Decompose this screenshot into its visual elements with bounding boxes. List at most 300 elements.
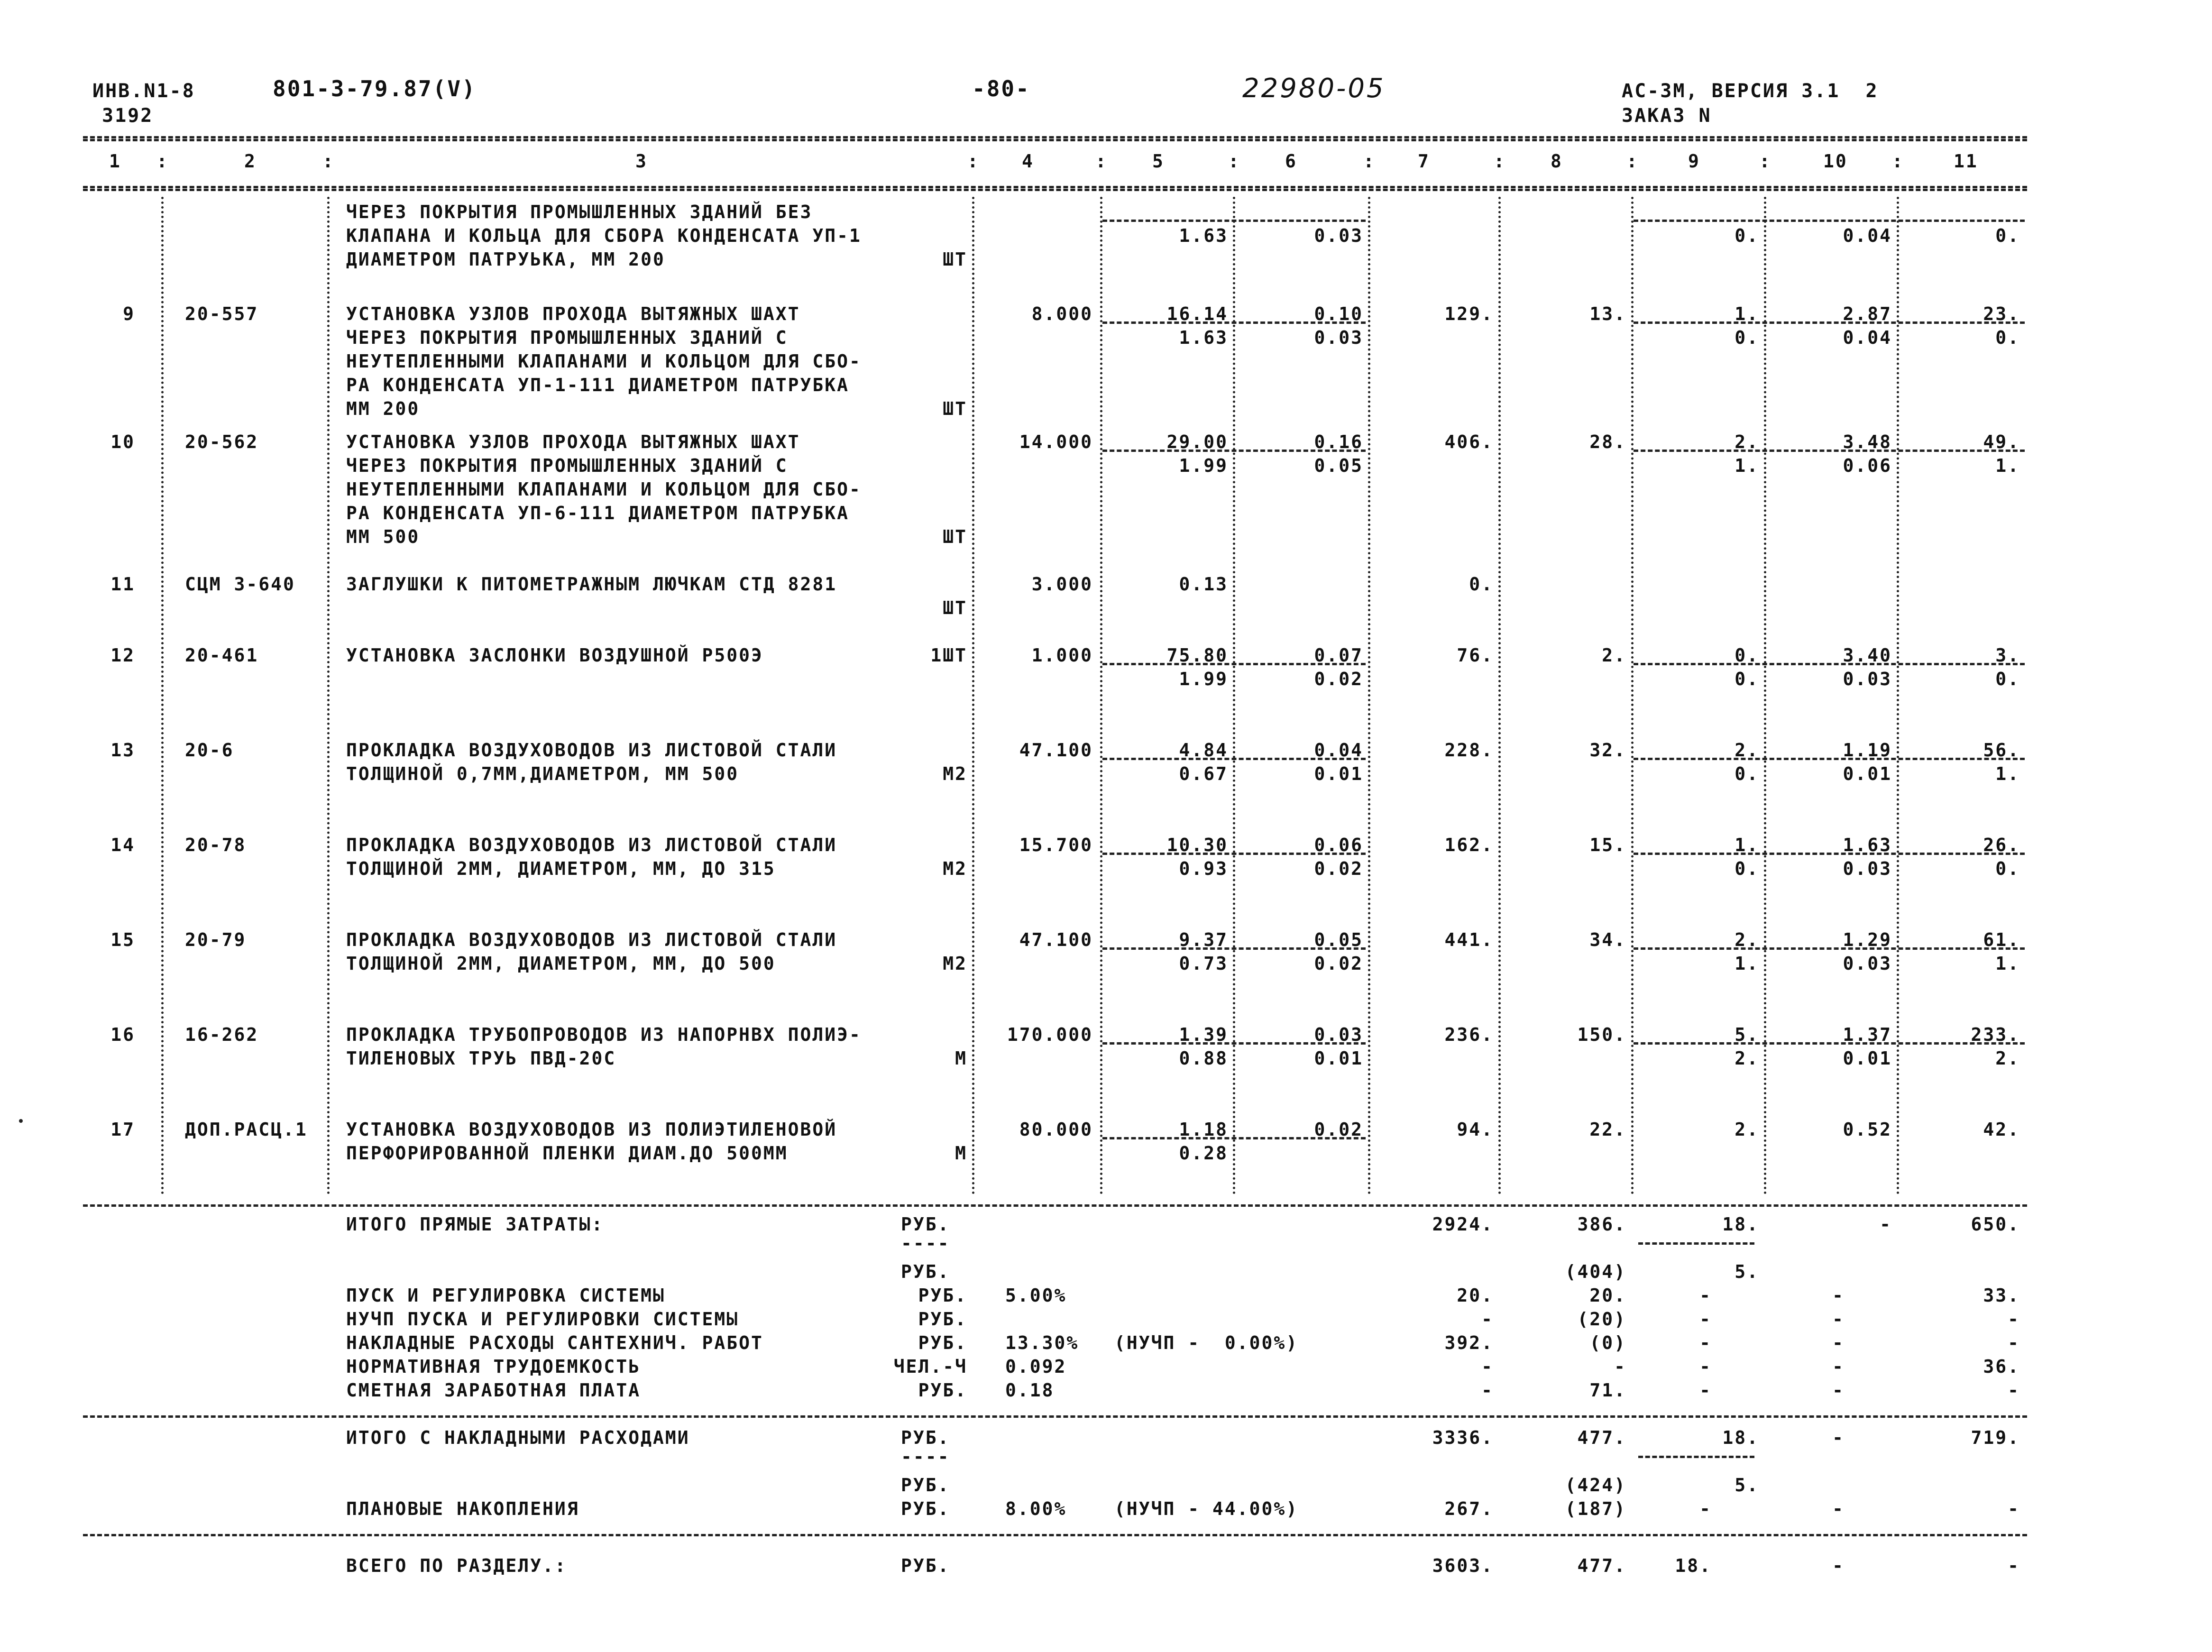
- cost-value-c7: 129.: [1444, 303, 1494, 324]
- quantity-value: 15.700: [1019, 835, 1093, 855]
- cost-value-c11: 3.: [1995, 645, 2020, 666]
- summary-line-label: НУЧП ПУСКА И РЕГУЛИРОВКИ СИСТЕМЫ: [346, 1309, 739, 1330]
- cost-value-c6: 0.16: [1314, 431, 1363, 452]
- column-header-4: 4: [1022, 151, 1034, 172]
- column-separator: [972, 197, 974, 1195]
- summary-underline: [1638, 1456, 1754, 1458]
- plan-unit: РУБ.: [901, 1498, 950, 1519]
- sub-value-c9b: 0.: [1735, 858, 1759, 879]
- cost-value-c8: 28.: [1589, 431, 1626, 452]
- cost-value-c5: 1.39: [1179, 1024, 1228, 1045]
- summary-line-value-c10: -: [1832, 1332, 1845, 1353]
- sub-value-c5b: 1.63: [1179, 225, 1228, 246]
- cost-value-c6: 0.04: [1314, 740, 1363, 761]
- item-code: 20-562: [185, 431, 259, 452]
- cost-value-c8: 2.: [1602, 645, 1626, 666]
- sub-value-c9b: 0.: [1735, 225, 1759, 246]
- summary-line-value-c8: (20): [1577, 1309, 1626, 1330]
- item-unit: М2: [943, 953, 967, 974]
- sub-underline: [1102, 758, 1366, 760]
- summary-line-label: НОРМАТИВНАЯ ТРУДОЕМКОСТЬ: [346, 1356, 641, 1377]
- item-description: ЧЕРЕЗ ПОКРЫТИЯ ПРОМЫШЛЕННЫХ ЗДАНИЙ С: [346, 327, 788, 348]
- item-number: 14: [110, 835, 135, 855]
- stray-mark: [19, 1119, 23, 1123]
- cost-value-c7: 406.: [1444, 431, 1494, 452]
- summary-line-value-c11: -: [2008, 1332, 2020, 1353]
- summary-line-label: ПУСК И РЕГУЛИРОВКА СИСТЕМЫ: [346, 1285, 665, 1306]
- summary-subvalue: 5.: [1735, 1261, 1759, 1282]
- summary-line-value-c9: -: [1699, 1380, 1712, 1401]
- column-header-10: 10: [1823, 151, 1848, 172]
- plan-value-c10: -: [1832, 1498, 1845, 1519]
- summary-value-c9: 18.: [1722, 1214, 1759, 1235]
- cost-value-c10: 2.87: [1843, 303, 1892, 324]
- summary-unit: РУБ.: [901, 1475, 950, 1496]
- sub-value-c10b: 0.03: [1843, 669, 1892, 689]
- cost-value-c11: 42.: [1983, 1119, 2020, 1140]
- plan-value-c8: (187): [1565, 1498, 1626, 1519]
- column-separator: [1368, 197, 1370, 1195]
- total-value-c10: -: [1832, 1555, 1845, 1576]
- sub-value-c9b: 1.: [1735, 455, 1759, 476]
- sub-value-c6b: 0.01: [1314, 763, 1363, 784]
- item-description: УСТАНОВКА УЗЛОВ ПРОХОДА ВЫТЯЖНЫХ ШАХТ: [346, 303, 800, 324]
- item-code: 20-557: [185, 303, 259, 324]
- column-separator: [1764, 197, 1766, 1195]
- cost-value-c5: 10.30: [1166, 835, 1228, 855]
- column-separator: [1100, 197, 1102, 1195]
- inventory-number: 3192: [102, 105, 154, 127]
- summary-dash: ----: [901, 1446, 950, 1467]
- sub-value-c11b: 0.: [1995, 858, 2020, 879]
- cost-value-c11: 49.: [1983, 431, 2020, 452]
- cost-value-c10: 1.19: [1843, 740, 1892, 761]
- cost-value-c8: 13.: [1589, 303, 1626, 324]
- item-code: 20-461: [185, 645, 259, 666]
- item-description: РА КОНДЕНСАТА УП-6-111 ДИАМЕТРОМ ПАТРУБКА: [346, 503, 849, 523]
- cost-value-c11: 233.: [1971, 1024, 2020, 1045]
- sub-underline: [1102, 220, 1366, 222]
- cost-value-c7: 228.: [1444, 740, 1494, 761]
- cost-value-c5: 0.13: [1179, 574, 1228, 595]
- item-unit: ШТ: [943, 526, 967, 547]
- summary-line-value-c7: 392.: [1444, 1332, 1494, 1353]
- summary-line-unit: ЧЕЛ.-Ч: [893, 1356, 967, 1377]
- summary-line-rate: 13.30%: [1005, 1332, 1079, 1353]
- summary-value-c10: -: [1832, 1427, 1845, 1448]
- sub-underline: [1634, 853, 2025, 855]
- cost-value-c7: 0.: [1469, 574, 1494, 595]
- summary-line-value-c11: 36.: [1983, 1356, 2020, 1377]
- summary-line-value-c11: 33.: [1983, 1285, 2020, 1306]
- item-code: 20-79: [185, 929, 247, 950]
- cost-value-c5: 75.80: [1166, 645, 1228, 666]
- summary-unit: РУБ.: [901, 1261, 950, 1282]
- cost-value-c7: 441.: [1444, 929, 1494, 950]
- sub-value-c11b: 0.: [1995, 669, 2020, 689]
- sub-value-c10b: 0.04: [1843, 327, 1892, 348]
- cost-value-c10: 1.29: [1843, 929, 1892, 950]
- summary-line-value-c8: 20.: [1589, 1285, 1626, 1306]
- column-header-separator: :: [1095, 151, 1108, 172]
- cost-value-c7: 94.: [1457, 1119, 1494, 1140]
- column-separator: [1631, 197, 1634, 1195]
- cost-value-c5: 29.00: [1166, 431, 1228, 452]
- column-header-8: 8: [1551, 151, 1563, 172]
- column-header-separator: :: [967, 151, 980, 172]
- item-code: 20-78: [185, 835, 247, 855]
- quantity-value: 1.000: [1031, 645, 1093, 666]
- total-label: ВСЕГО ПО РАЗДЕЛУ.:: [346, 1555, 567, 1576]
- summary-line-value-c10: -: [1832, 1309, 1845, 1330]
- sub-underline: [1102, 450, 1366, 452]
- summary-line-note: (НУЧП - 0.00%): [1114, 1332, 1299, 1353]
- summary-line-value-c9: -: [1699, 1309, 1712, 1330]
- item-number: 12: [110, 645, 135, 666]
- sub-value-c6b: 0.02: [1314, 953, 1363, 974]
- section-rule: [83, 1534, 2027, 1536]
- cost-value-c8: 32.: [1589, 740, 1626, 761]
- item-description: ЧЕРЕЗ ПОКРЫТИЯ ПРОМЫШЛЕННЫХ ЗДАНИЙ БЕЗ: [346, 202, 813, 222]
- item-number: 9: [123, 303, 135, 324]
- cost-value-c9: 2.: [1735, 431, 1759, 452]
- column-header-3: 3: [635, 151, 648, 172]
- sub-value-c5b: 1.99: [1179, 669, 1228, 689]
- sub-underline: [1102, 853, 1366, 855]
- sub-value-c10b: 0.06: [1843, 455, 1892, 476]
- summary-unit: РУБ.: [901, 1427, 950, 1448]
- sub-underline: [1102, 947, 1366, 950]
- summary-dash: ----: [901, 1233, 950, 1254]
- column-separator: [161, 197, 164, 1195]
- column-header-6: 6: [1285, 151, 1297, 172]
- summary-line-value-c8: (0): [1589, 1332, 1626, 1353]
- summary-line-value-c7: -: [1481, 1356, 1494, 1377]
- item-code: ДОП.РАСЦ.1: [185, 1119, 308, 1140]
- column-header-9: 9: [1688, 151, 1700, 172]
- quantity-value: 3.000: [1031, 574, 1093, 595]
- sub-value-c10b: 0.01: [1843, 1048, 1892, 1069]
- column-header-separator: :: [1892, 151, 1904, 172]
- sub-value-c5b: 0.88: [1179, 1048, 1228, 1069]
- plan-value-c9: -: [1699, 1498, 1712, 1519]
- sub-value-c11b: 2.: [1995, 1048, 2020, 1069]
- total-unit: РУБ.: [901, 1555, 950, 1576]
- column-header-separator: :: [156, 151, 169, 172]
- total-value-c7: 3603.: [1432, 1555, 1494, 1576]
- item-unit: ШТ: [943, 398, 967, 419]
- section-rule: [83, 1204, 2027, 1207]
- item-description: ПЕРФОРИРОВАННОЙ ПЛЕНКИ ДИАМ.ДО 500ММ: [346, 1143, 788, 1164]
- sub-value-c11b: 0.: [1995, 327, 2020, 348]
- cost-value-c10: 1.37: [1843, 1024, 1892, 1045]
- column-separator: [327, 197, 330, 1195]
- sub-underline: [1634, 220, 2025, 222]
- cost-value-c8: 150.: [1577, 1024, 1626, 1045]
- item-unit: М2: [943, 763, 967, 784]
- total-value-c8: 477.: [1577, 1555, 1626, 1576]
- program-version: АС-3М, ВЕРСИЯ 3.1 2: [1622, 80, 1879, 102]
- cost-value-c9: 2.: [1735, 929, 1759, 950]
- order-label: ЗАКАЗ N: [1622, 105, 1712, 127]
- summary-line-rate: 5.00%: [1005, 1285, 1067, 1306]
- sub-value-c11b: 1.: [1995, 953, 2020, 974]
- sub-value-c11b: 0.: [1995, 225, 2020, 246]
- item-description: УСТАНОВКА ВОЗДУХОВОДОВ ИЗ ПОЛИЭТИЛЕНОВОЙ: [346, 1119, 837, 1140]
- section-rule: [83, 1415, 2027, 1418]
- sub-underline: [1634, 663, 2025, 665]
- quantity-value: 8.000: [1031, 303, 1093, 324]
- summary-line-rate: 0.18: [1005, 1380, 1055, 1401]
- item-code: СЦМ 3-640: [185, 574, 295, 595]
- cost-value-c11: 23.: [1983, 303, 2020, 324]
- summary-line-value-c10: -: [1832, 1380, 1845, 1401]
- summary-value-c11: 650.: [1971, 1214, 2020, 1235]
- column-header-separator: :: [322, 151, 335, 172]
- item-description: УСТАНОВКА ЗАСЛОНКИ ВОЗДУШНОЙ Р500Э: [346, 645, 763, 666]
- header-rule: [83, 139, 2027, 141]
- item-unit: 1ШТ: [930, 645, 967, 666]
- plan-rate: 8.00%: [1005, 1498, 1067, 1519]
- summary-value-c7: 2924.: [1432, 1214, 1494, 1235]
- cost-value-c10: 3.40: [1843, 645, 1892, 666]
- summary-underline: [1638, 1242, 1754, 1245]
- summary-line-value-c8: 71.: [1589, 1380, 1626, 1401]
- sub-value-c10b: 0.03: [1843, 858, 1892, 879]
- sub-value-c10b: 0.03: [1843, 953, 1892, 974]
- document-number: 22980-05: [1242, 73, 1386, 104]
- sub-underline: [1634, 321, 2025, 324]
- cost-value-c10: 1.63: [1843, 835, 1892, 855]
- summary-line-value-c10: -: [1832, 1285, 1845, 1306]
- cost-value-c7: 236.: [1444, 1024, 1494, 1045]
- item-description: ПРОКЛАДКА ВОЗДУХОВОДОВ ИЗ ЛИСТОВОЙ СТАЛИ: [346, 929, 837, 950]
- summary-line-value-c9: -: [1699, 1356, 1712, 1377]
- sub-value-c10b: 0.01: [1843, 763, 1892, 784]
- summary-line-unit: РУБ.: [918, 1309, 967, 1330]
- page-number: -80-: [972, 76, 1030, 101]
- item-number: 15: [110, 929, 135, 950]
- sub-value-c6b: 0.02: [1314, 858, 1363, 879]
- cost-value-c8: 22.: [1589, 1119, 1626, 1140]
- summary-value-c7: 3336.: [1432, 1427, 1494, 1448]
- summary-subvalue: 5.: [1735, 1475, 1759, 1496]
- item-description: ТОЛЩИНОЙ 2ММ, ДИАМЕТРОМ, ММ, ДО 500: [346, 953, 776, 974]
- sub-underline: [1102, 1042, 1366, 1045]
- cost-value-c9: 2.: [1735, 740, 1759, 761]
- summary-line-value-c7: -: [1481, 1380, 1494, 1401]
- summary-label: ИТОГО С НАКЛАДНЫМИ РАСХОДАМИ: [346, 1427, 690, 1448]
- item-description: ПРОКЛАДКА ТРУБОПРОВОДОВ ИЗ НАПОРНВХ ПОЛИЭ-: [346, 1024, 862, 1045]
- item-description: КЛАПАНА И КОЛЬЦА ДЛЯ СБОРА КОНДЕНСАТА УП-1: [346, 225, 862, 246]
- summary-label: ИТОГО ПРЯМЫЕ ЗАТРАТЫ:: [346, 1214, 604, 1235]
- item-number: 11: [110, 574, 135, 595]
- column-header-5: 5: [1152, 151, 1165, 172]
- column-header-separator: :: [1494, 151, 1506, 172]
- column-separator: [1897, 197, 1899, 1195]
- item-description: РА КОНДЕНСАТА УП-1-111 ДИАМЕТРОМ ПАТРУБКА: [346, 375, 849, 395]
- item-description: НЕУТЕПЛЕННЫМИ КЛАПАНАМИ И КОЛЬЦОМ ДЛЯ СБО-: [346, 351, 862, 372]
- item-description: ММ 200: [346, 398, 420, 419]
- item-description: ТИЛЕНОВЫХ ТРУЬ ПВД-20С: [346, 1048, 616, 1069]
- column-header-2: 2: [244, 151, 257, 172]
- sub-value-c9b: 0.: [1735, 669, 1759, 689]
- sub-value-c11b: 1.: [1995, 763, 2020, 784]
- item-description: ТОЛЩИНОЙ 0,7ММ,ДИАМЕТРОМ, ММ 500: [346, 763, 739, 784]
- cost-value-c5: 9.37: [1179, 929, 1228, 950]
- cost-value-c6: 0.07: [1314, 645, 1363, 666]
- sub-value-c5b: 1.63: [1179, 327, 1228, 348]
- column-header-7: 7: [1418, 151, 1430, 172]
- sub-value-c6b: 0.02: [1314, 669, 1363, 689]
- item-description: ДИАМЕТРОМ ПАТРУЬКА, ММ 200: [346, 249, 665, 270]
- sub-underline: [1102, 321, 1366, 324]
- total-value-c11: -: [2008, 1555, 2020, 1576]
- summary-line-unit: РУБ.: [918, 1380, 967, 1401]
- cost-value-c5: 4.84: [1179, 740, 1228, 761]
- cost-value-c9: 5.: [1735, 1024, 1759, 1045]
- summary-line-value-c10: -: [1832, 1356, 1845, 1377]
- cost-value-c8: 34.: [1589, 929, 1626, 950]
- summary-line-value-c7: 20.: [1457, 1285, 1494, 1306]
- quantity-value: 14.000: [1019, 431, 1093, 452]
- summary-value-c8: 386.: [1577, 1214, 1626, 1235]
- plan-value-c11: -: [2008, 1498, 2020, 1519]
- cost-value-c11: 56.: [1983, 740, 2020, 761]
- summary-line-label: НАКЛАДНЫЕ РАСХОДЫ САНТЕХНИЧ. РАБОТ: [346, 1332, 763, 1353]
- header-rule: [83, 186, 2027, 188]
- item-number: 17: [110, 1119, 135, 1140]
- cost-value-c10: 0.52: [1843, 1119, 1892, 1140]
- column-header-separator: :: [1228, 151, 1240, 172]
- cost-value-c6: 0.05: [1314, 929, 1363, 950]
- cost-value-c7: 162.: [1444, 835, 1494, 855]
- cost-value-c5: 1.18: [1179, 1119, 1228, 1140]
- sub-underline: [1102, 663, 1366, 665]
- cost-value-c9: 1.: [1735, 303, 1759, 324]
- item-description: ПРОКЛАДКА ВОЗДУХОВОДОВ ИЗ ЛИСТОВОЙ СТАЛИ: [346, 835, 837, 855]
- cost-value-c11: 61.: [1983, 929, 2020, 950]
- column-header-1: 1: [109, 151, 121, 172]
- summary-line-value-c9: -: [1699, 1332, 1712, 1353]
- item-description: УСТАНОВКА УЗЛОВ ПРОХОДА ВЫТЯЖНЫХ ШАХТ: [346, 431, 800, 452]
- sub-value-c10b: 0.04: [1843, 225, 1892, 246]
- item-unit: ШТ: [943, 249, 967, 270]
- header-rule: [83, 189, 2027, 191]
- summary-line-value-c11: -: [2008, 1380, 2020, 1401]
- cost-value-c5: 16.14: [1166, 303, 1228, 324]
- cost-value-c8: 15.: [1589, 835, 1626, 855]
- summary-value-c8: 477.: [1577, 1427, 1626, 1448]
- cost-value-c9: 0.: [1735, 645, 1759, 666]
- plan-label: ПЛАНОВЫЕ НАКОПЛЕНИЯ: [346, 1498, 579, 1519]
- item-description: ЧЕРЕЗ ПОКРЫТИЯ ПРОМЫШЛЕННЫХ ЗДАНИЙ С: [346, 455, 788, 476]
- summary-value-c11: 719.: [1971, 1427, 2020, 1448]
- sub-value-c6b: 0.05: [1314, 455, 1363, 476]
- sub-value-c9b: 0.: [1735, 763, 1759, 784]
- item-unit: М: [955, 1048, 967, 1069]
- summary-line-label: СМЕТНАЯ ЗАРАБОТНАЯ ПЛАТА: [346, 1380, 641, 1401]
- sub-underline: [1634, 450, 2025, 452]
- summary-value-c9: 18.: [1722, 1427, 1759, 1448]
- cost-value-c6: 0.02: [1314, 1119, 1363, 1140]
- plan-value-c7: 267.: [1444, 1498, 1494, 1519]
- item-description: ММ 500: [346, 526, 420, 547]
- sub-value-c6b: 0.03: [1314, 225, 1363, 246]
- cost-value-c11: 26.: [1983, 835, 2020, 855]
- item-description: ТОЛЩИНОЙ 2ММ, ДИАМЕТРОМ, ММ, ДО 315: [346, 858, 776, 879]
- sub-underline: [1634, 947, 2025, 950]
- header-rule: [83, 136, 2027, 138]
- sub-value-c5b: 0.93: [1179, 858, 1228, 879]
- quantity-value: 80.000: [1019, 1119, 1093, 1140]
- item-description: ПРОКЛАДКА ВОЗДУХОВОДОВ ИЗ ЛИСТОВОЙ СТАЛИ: [346, 740, 837, 761]
- column-header-separator: :: [1759, 151, 1771, 172]
- item-code: 20-6: [185, 740, 234, 761]
- summary-subvalue: (424): [1565, 1475, 1626, 1496]
- column-separator: [1498, 197, 1501, 1195]
- column-separator: [1233, 197, 1235, 1195]
- sub-value-c11b: 1.: [1995, 455, 2020, 476]
- cost-value-c7: 76.: [1457, 645, 1494, 666]
- item-code: 16-262: [185, 1024, 259, 1045]
- item-number: 16: [110, 1024, 135, 1045]
- summary-line-value-c9: -: [1699, 1285, 1712, 1306]
- summary-line-unit: РУБ.: [918, 1285, 967, 1306]
- summary-line-unit: РУБ.: [918, 1332, 967, 1353]
- summary-line-value-c8: -: [1614, 1356, 1626, 1377]
- cost-value-c6: 0.06: [1314, 835, 1363, 855]
- quantity-value: 47.100: [1019, 740, 1093, 761]
- column-header-11: 11: [1954, 151, 1978, 172]
- cost-value-c6: 0.03: [1314, 1024, 1363, 1045]
- quantity-value: 47.100: [1019, 929, 1093, 950]
- sub-value-c9b: 1.: [1735, 953, 1759, 974]
- summary-unit: РУБ.: [901, 1214, 950, 1235]
- sub-value-c6b: 0.03: [1314, 327, 1363, 348]
- sub-value-c5b: 0.67: [1179, 763, 1228, 784]
- sub-underline: [1634, 758, 2025, 760]
- sub-value-c5b: 0.73: [1179, 953, 1228, 974]
- summary-subvalue: (404): [1565, 1261, 1626, 1282]
- plan-note: (НУЧП - 44.00%): [1114, 1498, 1299, 1519]
- item-unit: М: [955, 1143, 967, 1164]
- total-value-c9: 18.: [1675, 1555, 1712, 1576]
- project-code: 801-3-79.87(V): [273, 76, 477, 101]
- item-description: НЕУТЕПЛЕННЫМИ КЛАПАНАМИ И КОЛЬЦОМ ДЛЯ СБО-: [346, 479, 862, 500]
- item-number: 10: [110, 431, 135, 452]
- sub-underline: [1102, 1137, 1366, 1139]
- sub-value-c9b: 0.: [1735, 327, 1759, 348]
- sub-underline: [1634, 1042, 2025, 1045]
- summary-line-value-c7: -: [1481, 1309, 1494, 1330]
- inventory-label: ИНВ.N1-8: [92, 80, 195, 102]
- sub-value-c5b: 1.99: [1179, 455, 1228, 476]
- column-header-separator: :: [1626, 151, 1639, 172]
- cost-value-c9: 1.: [1735, 835, 1759, 855]
- item-number: 13: [110, 740, 135, 761]
- item-unit: М2: [943, 858, 967, 879]
- summary-line-value-c11: -: [2008, 1309, 2020, 1330]
- sub-value-c6b: 0.01: [1314, 1048, 1363, 1069]
- cost-value-c6: 0.10: [1314, 303, 1363, 324]
- sub-value-c5b: 0.28: [1179, 1143, 1228, 1164]
- summary-value-c10: -: [1880, 1214, 1892, 1235]
- quantity-value: 170.000: [1007, 1024, 1093, 1045]
- item-description: ЗАГЛУШКИ К ПИТОМЕТРАЖНЫМ ЛЮЧКАМ СТД 8281: [346, 574, 837, 595]
- column-header-separator: :: [1363, 151, 1376, 172]
- item-unit: ШТ: [943, 597, 967, 618]
